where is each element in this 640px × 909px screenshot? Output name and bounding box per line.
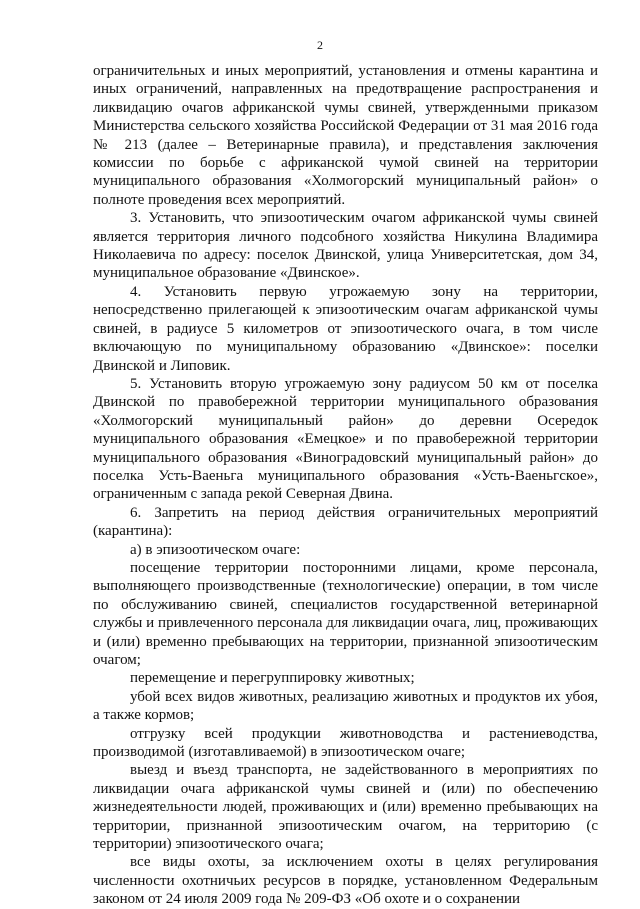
- page-number: 2: [317, 38, 323, 52]
- paragraph-item-3-outbreak-site: 3. Установить, что эпизоотическим очагом африканской чумы свиней является территория личного подсобного хозяйства Никулина Владимира Николаевича по адресу: поселок Двинской, улица Университетская, дом 34, муниципальное образование «Двинское».: [93, 210, 598, 282]
- paragraph-prohibition-visits: посещение территории посторонними лицами, кроме персонала, выполняющего производственные (технологические) операции, в том числе по обслуживанию свиней, специалистов государственной ветеринарной службы и привлеченного персонала для ликвидации очага, лиц, проживающих и (или) временно пребывающих на территории, признанной эпизоотическим очагом;: [93, 559, 598, 668]
- document-body: [93, 62, 598, 909]
- paragraph-subitem-a: а) в эпизоотическом очаге:: [130, 541, 301, 558]
- paragraph-prohibition-shipment: отгрузку всей продукции животноводства и растениеводства, производимой (изготавливаемой) в эпизоотическом очаге;: [93, 725, 598, 761]
- paragraph-prohibition-transport: выезд и въезд транспорта, не задействованного в мероприятиях по ликвидации очага африканской чумы свиней и (или) по обеспечению жизнедеятельности людей, проживающих и (или) временно пребывающих на территории, признанной эпизоотическим очагом, на территорию (с территории) эпизоотического очага;: [93, 762, 598, 853]
- paragraph-item-6-prohibitions: 6. Запретить на период действия ограничительных мероприятий (карантина):: [93, 504, 598, 540]
- paragraph-quarantine-rules-continuation: ограничительных и иных мероприятий, установления и отмены карантина и иных ограничений, направленных на предотвращение распространения и ликвидацию очагов африканской чумы свиней, утвержденными приказом Министерства сельского хозяйства Российской Федерации от 31 мая 2016 года № 213 (далее – Ветеринарные правила), и представления заключения комиссии по борьбе с африканской чумой свиней на территории муниципального образования «Холмогорский муниципальный район» о полноте проведения всех мероприятий.: [93, 63, 598, 208]
- paragraph-prohibition-animal-movement: перемещение и перегруппировку животных;: [130, 670, 415, 687]
- paragraph-prohibition-slaughter: убой всех видов животных, реализацию животных и продуктов их убоя, а также кормов;: [93, 688, 598, 724]
- paragraph-item-4-first-threat-zone: 4. Установить первую угрожаемую зону на территории, непосредственно прилегающей к эпизоотическим очагам африканской чумы свиней, в радиусе 5 километров от эпизоотического очага, в том числе включающую по муниципальному образованию «Двинское»: поселки Двинской и Липовик.: [93, 283, 598, 374]
- paragraph-item-5-second-threat-zone: 5. Установить вторую угрожаемую зону радиусом 50 км от поселка Двинской по правобережной территории муниципального образования «Холмогорский муниципальный район» до деревни Осередок муниципального образования «Емецкое» и по правобережной территории муниципального образования «Виноградовский муниципальный район» до поселка Усть-Ваеньга муниципального образования «Усть-Ваеньгское», ограниченным с запада рекой Северная Двина.: [93, 375, 598, 503]
- paragraph-prohibition-hunting: все виды охоты, за исключением охоты в целях регулирования численности охотничьих ресурсов в порядке, установленном Федеральным законом от 24 июля 2009 года № 209-ФЗ «Об охоте и о сохранении: [93, 854, 598, 908]
